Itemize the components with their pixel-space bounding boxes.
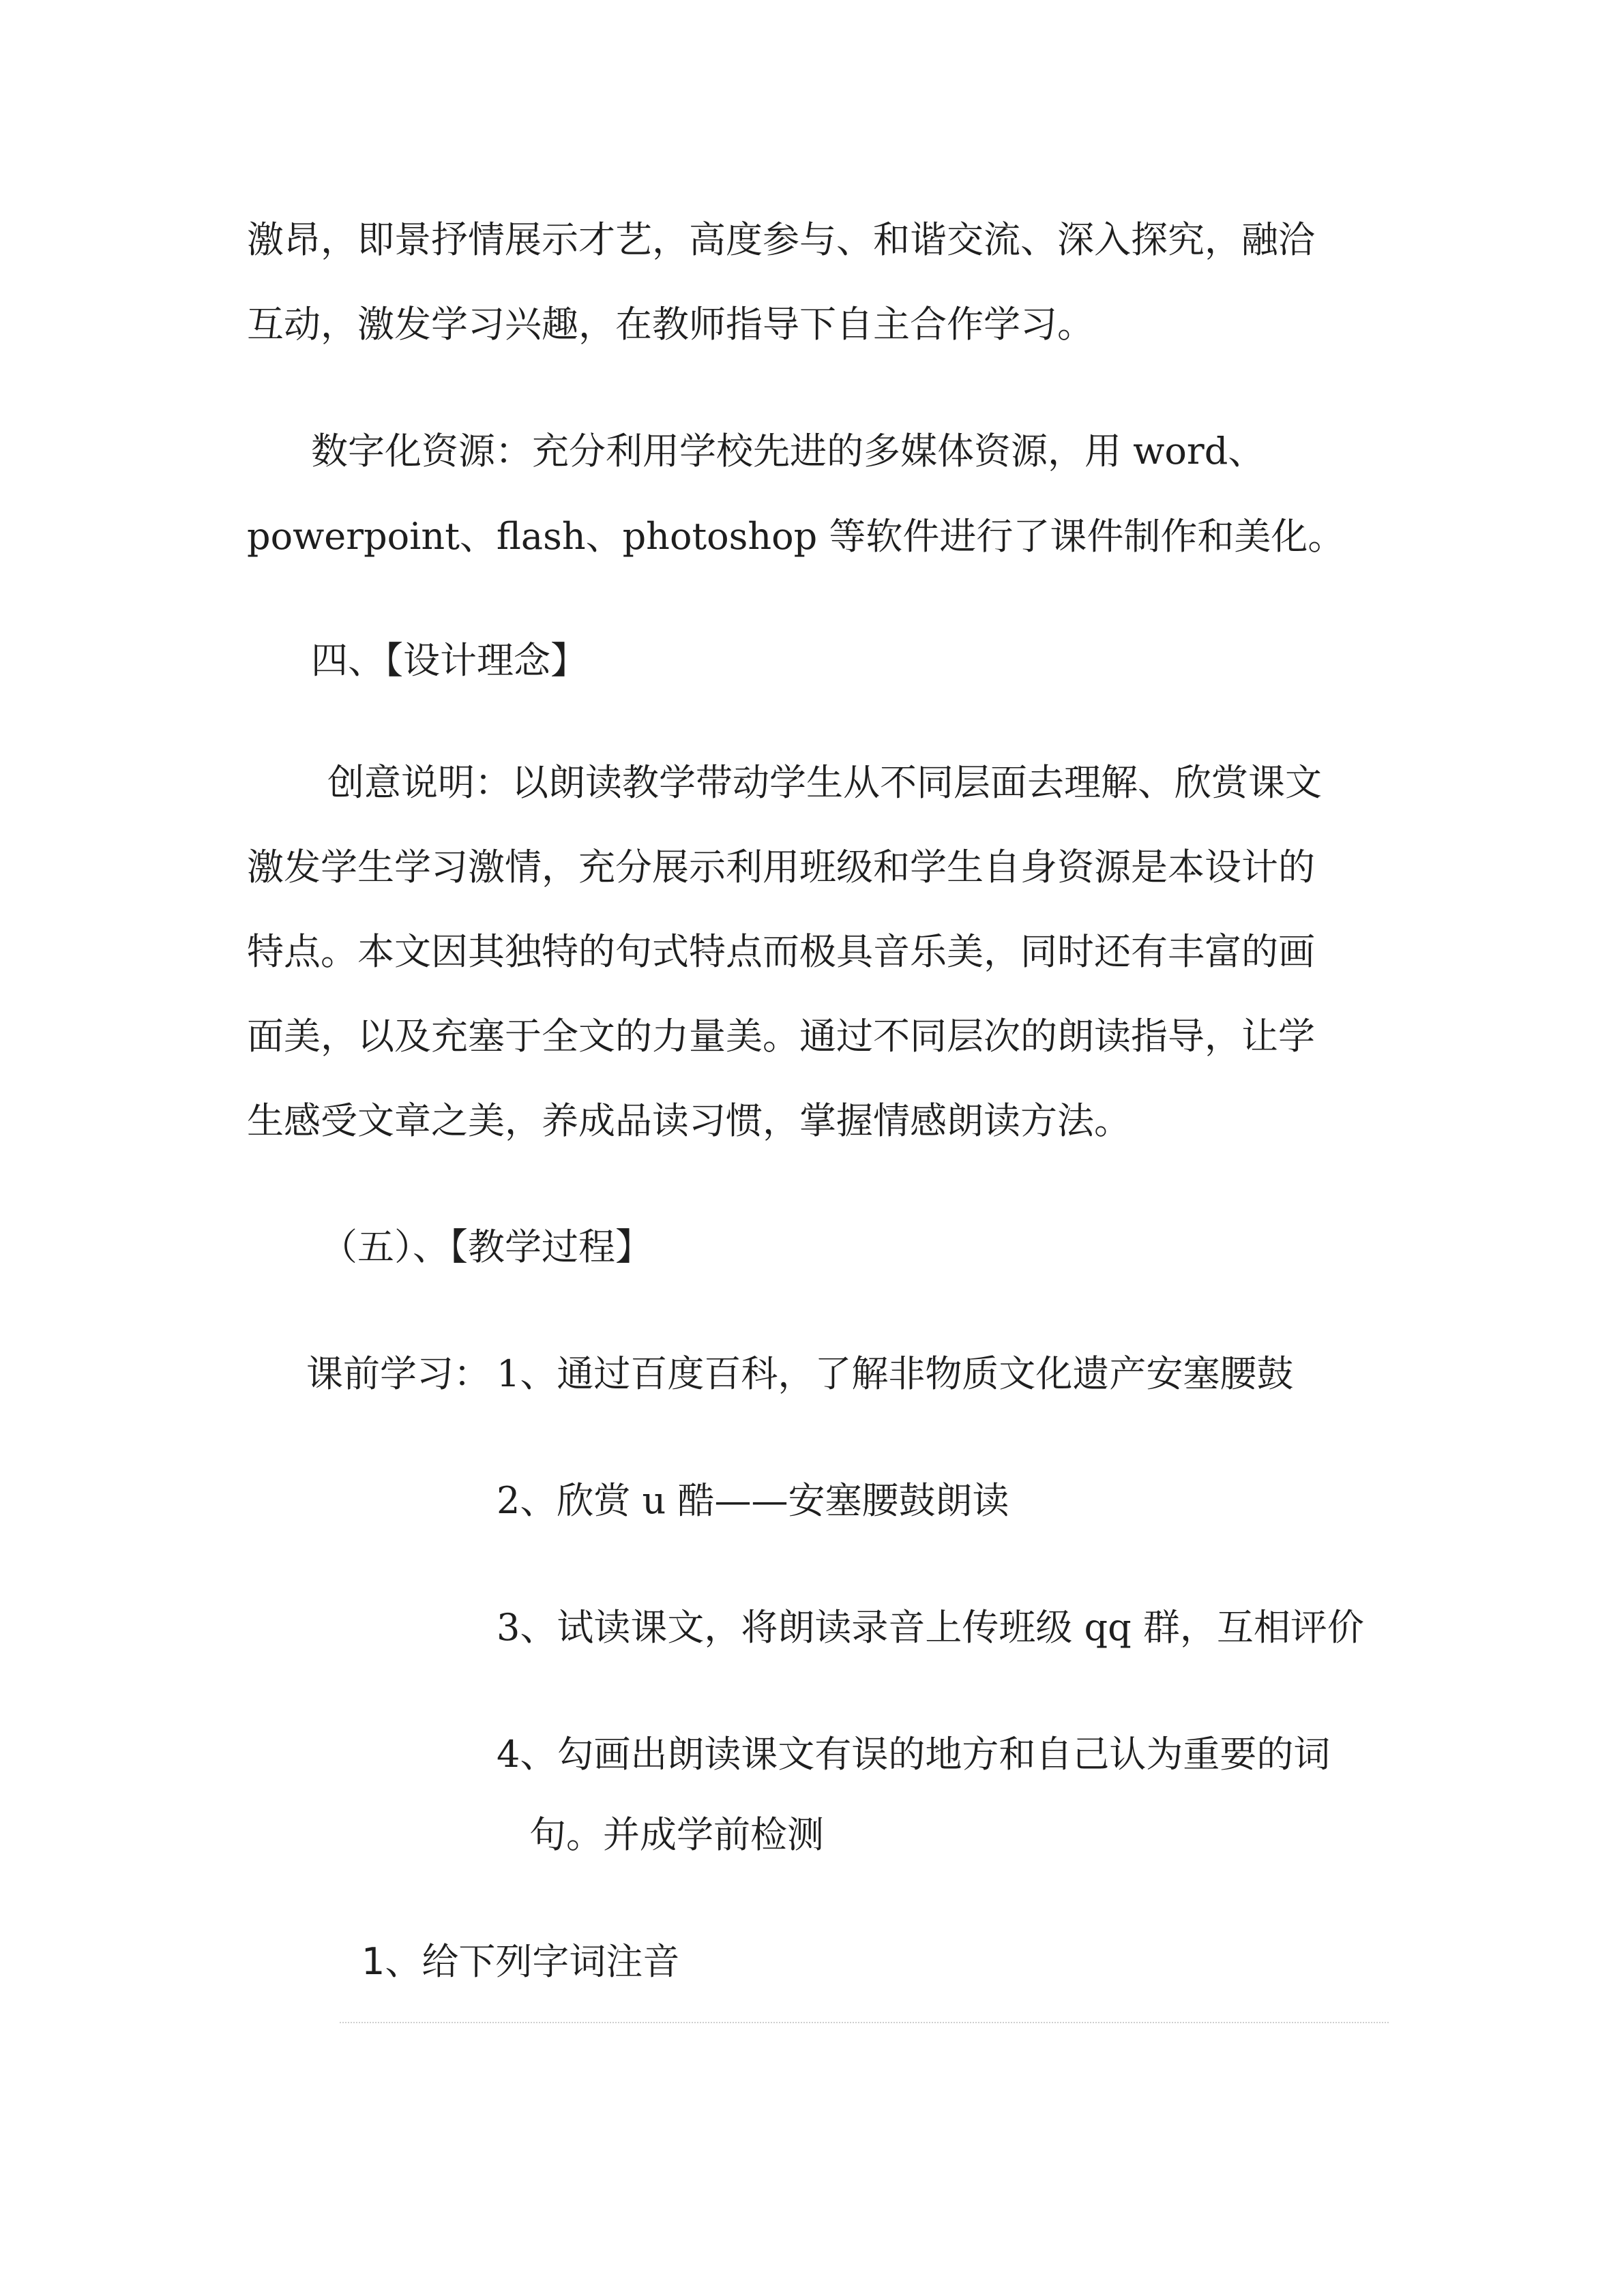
design-concept-line-4: 面美，以及充塞于全文的力量美。通过不同层次的朗读指导，让学 (247, 1015, 1315, 1058)
section-5-heading: （五）、【教学过程】 (321, 1225, 652, 1268)
section-4-heading: 四、【设计理念】 (311, 639, 587, 682)
design-concept-line-1: 创意说明：以朗读教学带动学生从不同层面去理解、欣赏课文 (327, 761, 1322, 804)
pre-study-item-4: 4、勾画出朗读课文有误的地方和自己认为重要的词 (497, 1733, 1331, 1776)
pre-study-item-4-continued: 句。并成学前检测 (529, 1813, 824, 1856)
pre-study-item-1: 1、通过百度百科，了解非物质文化遗产安塞腰鼓 (497, 1352, 1294, 1395)
design-concept-line-3: 特点。本文因其独特的句式特点而极具音乐美，同时还有丰富的画 (247, 930, 1315, 973)
pre-study-label: 课前学习： (306, 1352, 490, 1395)
intro-line-1: 激昂，即景抒情展示才艺，高度参与、和谐交流、深入探究，融洽 (247, 218, 1315, 261)
intro-line-2: 互动，激发学习兴趣，在教师指导下自主合作学习。 (247, 303, 1094, 346)
design-concept-line-5: 生感受文章之美，养成品读习惯，掌握情感朗读方法。 (247, 1099, 1131, 1142)
task-1: 1、给下列字词注音 (361, 1940, 680, 1983)
digital-resources-line-2: powerpoint、flash、photoshop 等软件进行了课件制作和美化。 (247, 515, 1345, 558)
pre-study-item-3: 3、试读课文，将朗读录音上传班级 qq 群，互相评价 (497, 1606, 1364, 1649)
pre-study-item-2: 2、欣赏 u 酷——安塞腰鼓朗读 (497, 1479, 1009, 1522)
dotted-divider (340, 2022, 1389, 2023)
design-concept-line-2: 激发学生学习激情，充分展示利用班级和学生自身资源是本设计的 (247, 846, 1315, 889)
digital-resources-line-1: 数字化资源：充分利用学校先进的多媒体资源，用 word、 (311, 430, 1265, 473)
